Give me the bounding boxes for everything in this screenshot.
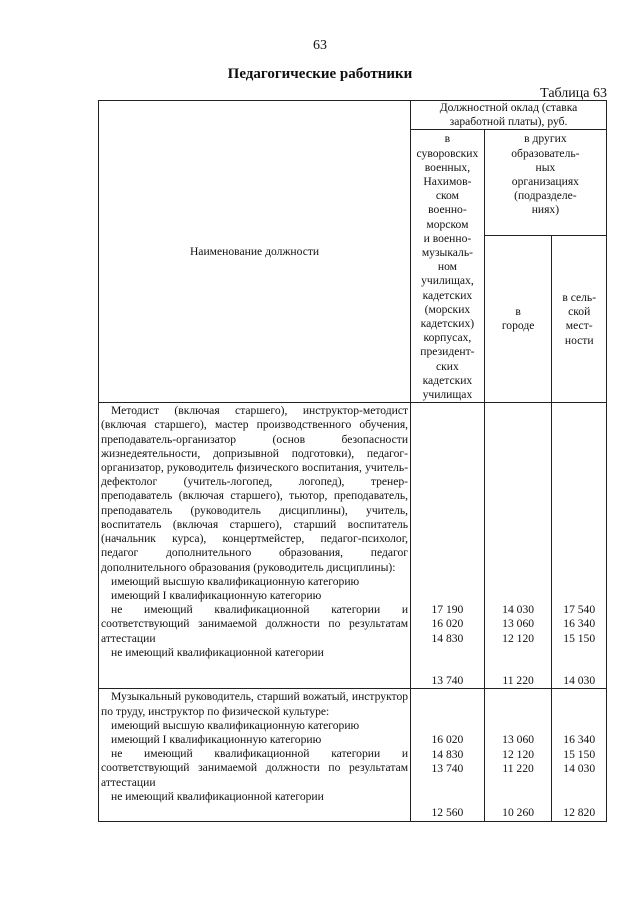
- group-2-row-2-city: 12 120: [502, 747, 535, 761]
- page-title: Педагогические работники: [227, 66, 413, 82]
- group-1-row-2-city: 13 060: [502, 617, 535, 631]
- group-2-row-4-city: 10 260: [502, 806, 535, 820]
- group-1-row-4-label: не имеющий квалификационной категории: [111, 645, 324, 659]
- header-other-orgs: в других образователь- ных организациях (подразделе- ниях): [484, 130, 606, 236]
- group-1-row-3-label: не имеющий квалификационной категории и соответствующий занимаемой должности по результатам аттестации: [101, 603, 409, 645]
- group-2-description: Музыкальный руководитель, старший вожатый, инструктор по труду, инструктор по физической культуре:: [101, 690, 409, 718]
- group-2-suvorov-cell: [411, 689, 485, 821]
- group-2-row-2-rural: 15 150: [563, 747, 596, 761]
- group-2-row-1-city: 13 060: [502, 733, 535, 747]
- group-2-city-cell: [484, 689, 552, 821]
- group-1-row-3-suvorov: 14 830: [431, 631, 464, 645]
- group-1-city-cell: [484, 403, 552, 689]
- group-2-row-4-rural: 12 820: [563, 806, 596, 820]
- group-2-row-3-city: 11 220: [502, 761, 534, 775]
- group-1-row-1-suvorov: 17 190: [431, 603, 464, 617]
- header-suvorov: в суворовских военных, Нахимов- ском военно- морском и военно- музыкаль- ном училищах, кадетских (морских кадетских) корпусах, президент- ских кадетских училищах: [411, 130, 485, 403]
- group-1-row-2-rural: 16 340: [563, 617, 596, 631]
- group-2-row-1-label: имеющий высшую квалификационную категорию: [111, 718, 360, 732]
- group-2-text-cell: [99, 689, 411, 821]
- group-1-row-3-city: 12 120: [502, 631, 535, 645]
- header-salary: Должностной оклад (ставка заработной платы), руб.: [411, 101, 607, 130]
- group-2-row-1-rural: 16 340: [563, 733, 596, 747]
- group-1-row-4-city: 11 220: [502, 674, 534, 688]
- group-2-row-1-suvorov: 16 020: [431, 733, 464, 747]
- group-1-description: Методист (включая старшего), инструктор-методист (включая старшего), мастер производственного обучения, преподаватель-организатор (основ безопасности жизнедеятельности, допризывной подготовки), педагог-организатор, руководитель физического воспитания, учитель-дефектолог (учитель-логопед, логопед), тренер-преподаватель (включая старшего), тьютор, преподаватель, преподаватель (руководитель дисциплины), учитель, воспитатель (включая старшего), старший воспитатель (начальник курса), концертмейстер, педагог-психолог, педагог дополнительного образования, педагог дополнительного образования (руководитель дисциплины):: [101, 404, 409, 574]
- group-1-row-1-city: 14 030: [502, 603, 535, 617]
- group-2-rural-cell: [552, 689, 607, 821]
- table-label: Таблица 63: [540, 86, 607, 101]
- group-1-row-1-label: имеющий высшую квалификационную категорию: [111, 574, 360, 588]
- group-2-row-3-suvorov: 13 740: [431, 761, 464, 775]
- group-2-row-3-rural: 14 030: [563, 761, 596, 775]
- header-position-name: Наименование должности: [99, 101, 411, 403]
- group-2-row-3-label: не имеющий квалификационной категории и соответствующий занимаемой должности по результатам аттестации: [101, 747, 409, 789]
- salary-table: [98, 100, 607, 822]
- group-2-row-4-label: не имеющий квалификационной категории: [111, 789, 324, 803]
- group-1-row: [99, 403, 607, 689]
- group-2-row: [99, 689, 607, 821]
- page-number: 63: [313, 38, 327, 53]
- group-1-row-3-rural: 15 150: [563, 631, 596, 645]
- group-1-suvorov-cell: [411, 403, 485, 689]
- group-1-text-cell: [99, 403, 411, 689]
- group-1-row-1-rural: 17 540: [563, 603, 596, 617]
- group-2-row-4-suvorov: 12 560: [431, 806, 464, 820]
- header-rural: в сель- ской мест- ности: [552, 236, 607, 403]
- group-1-row-4-rural: 14 030: [563, 674, 596, 688]
- header-row-1: [99, 101, 607, 130]
- header-city: в городе: [484, 236, 552, 403]
- group-1-row-2-suvorov: 16 020: [431, 617, 464, 631]
- group-2-row-2-label: имеющий I квалификационную категорию: [111, 733, 322, 747]
- group-2-row-2-suvorov: 14 830: [431, 747, 464, 761]
- group-1-rural-cell: [552, 403, 607, 689]
- group-1-row-2-label: имеющий I квалификационную категорию: [111, 588, 322, 602]
- group-1-row-4-suvorov: 13 740: [431, 674, 464, 688]
